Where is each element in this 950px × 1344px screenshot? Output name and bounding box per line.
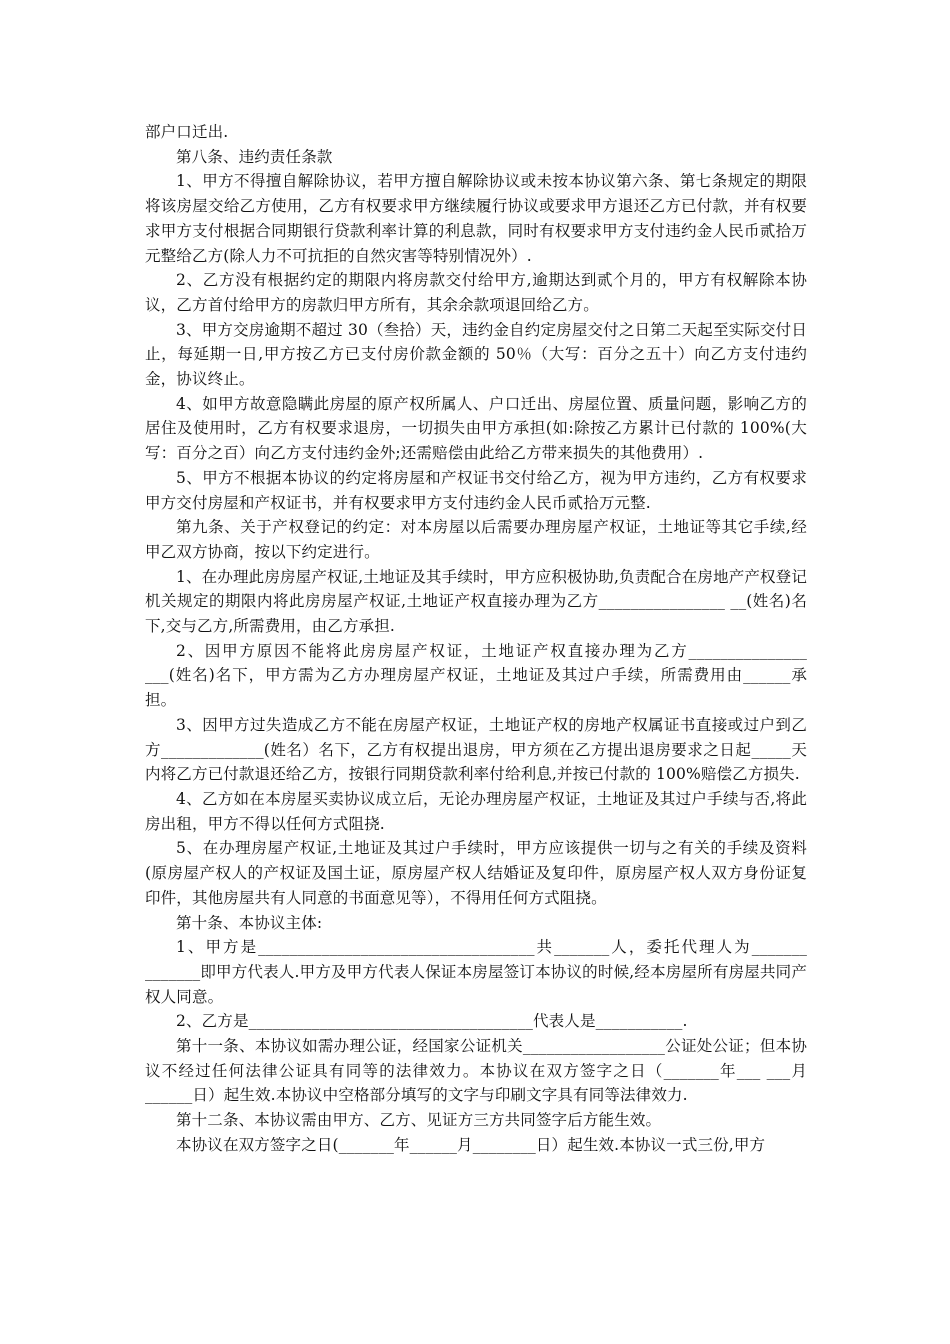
article-9-clause-1: 1、在办理此房房屋产权证,土地证及其手续时，甲方应积极协助,负责配合在房地产产权登记机关规定的期限内将此房房屋产权证,土地证产权直接办理为乙方________________ __(姓名)名下,交与乙方,所需费用，由乙方承担. — [145, 567, 807, 636]
article-8-clause-2: 2、乙方没有根据约定的期限内将房款交付给甲方,逾期达到贰个月的，甲方有权解除本协议，乙方首付给甲方的房款归甲方所有，其余余款项退回给乙方。 — [145, 271, 807, 314]
article-10-clause-1: 1、甲方是___________________________________共_______人，委托代理人为_______ _______即甲方代表人.甲方及甲方代表人保证本房屋签订本协议的时候,经本房屋所有房屋共同产权人同意。 — [145, 938, 807, 1006]
article-8-clause-5: 5、甲方不根据本协议的约定将房屋和产权证书交付给乙方，视为甲方违约，乙方有权要求甲方交付房屋和产权证书，并有权要求甲方支付违约金人民币贰拾万元整. — [145, 468, 807, 512]
article-9-clause-5: 5、在办理房屋产权证,土地证及其过户手续时，甲方应该提供一切与之有关的手续及资料(原房屋产权人的产权证及国土证，原房屋产权人结婚证及复印件，原房屋产权人双方身份证复印件，其他房屋共有人同意的书面意见等），不得用任何方式阻挠。 — [145, 839, 807, 907]
article-10-heading: 第十条、本协议主体: — [176, 913, 323, 932]
article-12: 第十二条、本协议需由甲方、乙方、见证方三方共同签字后方能生效。 — [176, 1111, 662, 1130]
article-8-heading: 第八条、违约责任条款 — [176, 147, 333, 166]
article-8-clause-1: 1、甲方不得擅自解除协议，若甲方擅自解除协议或未按本协议第六条、第七条规定的期限将该房屋交给乙方使用，乙方有权要求甲方继续履行协议或要求甲方退还乙方已付款，并有权要求甲方支付根据合同期银行贷款利率计算的利息款，同时有权要求甲方支付违约金人民币贰拾万元整给乙方(除人力不可抗拒的自然灾害等特别情况外）. — [145, 172, 807, 265]
effective-date-clause: 本协议在双方签字之日(_______年______月________日）起生效.本协议一式三份,甲方 — [176, 1135, 766, 1154]
article-9-heading: 第九条、关于产权登记的约定：对本房屋以后需要办理房屋产权证，土地证等其它手续,经甲乙双方协商，按以下约定进行。 — [145, 518, 807, 561]
article-11: 第十一条、本协议如需办理公证，经国家公证机关__________________公证处公证；但本协议不经过任何法律公证具有同等的法律效力。本协议在双方签字之日（_______年___ ___月______日）起生效.本协议中空格部分填写的文字与印刷文字具有同等法律效力. — [145, 1037, 807, 1105]
article-9-clause-3: 3、因甲方过失造成乙方不能在房屋产权证，土地证产权的房地产权属证书直接或过户到乙方_____________(姓名）名下，乙方有权提出退房，甲方须在乙方提出退房要求之日起_____天内将乙方已付款退还给乙方，按银行同期贷款利率付给利息,并按已付款的 100%赔偿乙方损失. — [145, 715, 807, 784]
article-9-clause-4: 4、乙方如在本房屋买卖协议成立后，无论办理房屋产权证，土地证及其过户手续与否,将此房出租，甲方不得以任何方式阻挠. — [145, 789, 807, 833]
article-8-clause-3: 3、甲方交房逾期不超过 30（叁拾）天，违约金自约定房屋交付之日第二天起至实际交付日止，每延期一日,甲方按乙方已支付房价款金额的 50％（大写：百分之五十）向乙方支付违约金，协议终止。 — [145, 320, 807, 389]
article-9-clause-2: 2、因甲方原因不能将此房房屋产权证，土地证产权直接办理为乙方_______________ ___(姓名)名下，甲方需为乙方办理房屋产权证，土地证及其过户手续，所需费用由______承担。 — [145, 641, 807, 710]
document-page — [145, 120, 807, 1158]
paragraph-continuation: 部户口迁出. — [145, 123, 229, 141]
article-10-clause-2: 2、乙方是____________________________________代表人是___________. — [176, 1012, 688, 1031]
article-8-clause-4: 4、如甲方故意隐瞒此房屋的原产权所属人、户口迁出、房屋位置、质量问题，影响乙方的居住及使用时，乙方有权要求退房，一切损失由甲方承担(如:除按乙方累计已付款的 100%(大写：百分之百）向乙方支付违约金外;还需赔偿由此给乙方带来损失的其他费用）. — [145, 394, 807, 463]
